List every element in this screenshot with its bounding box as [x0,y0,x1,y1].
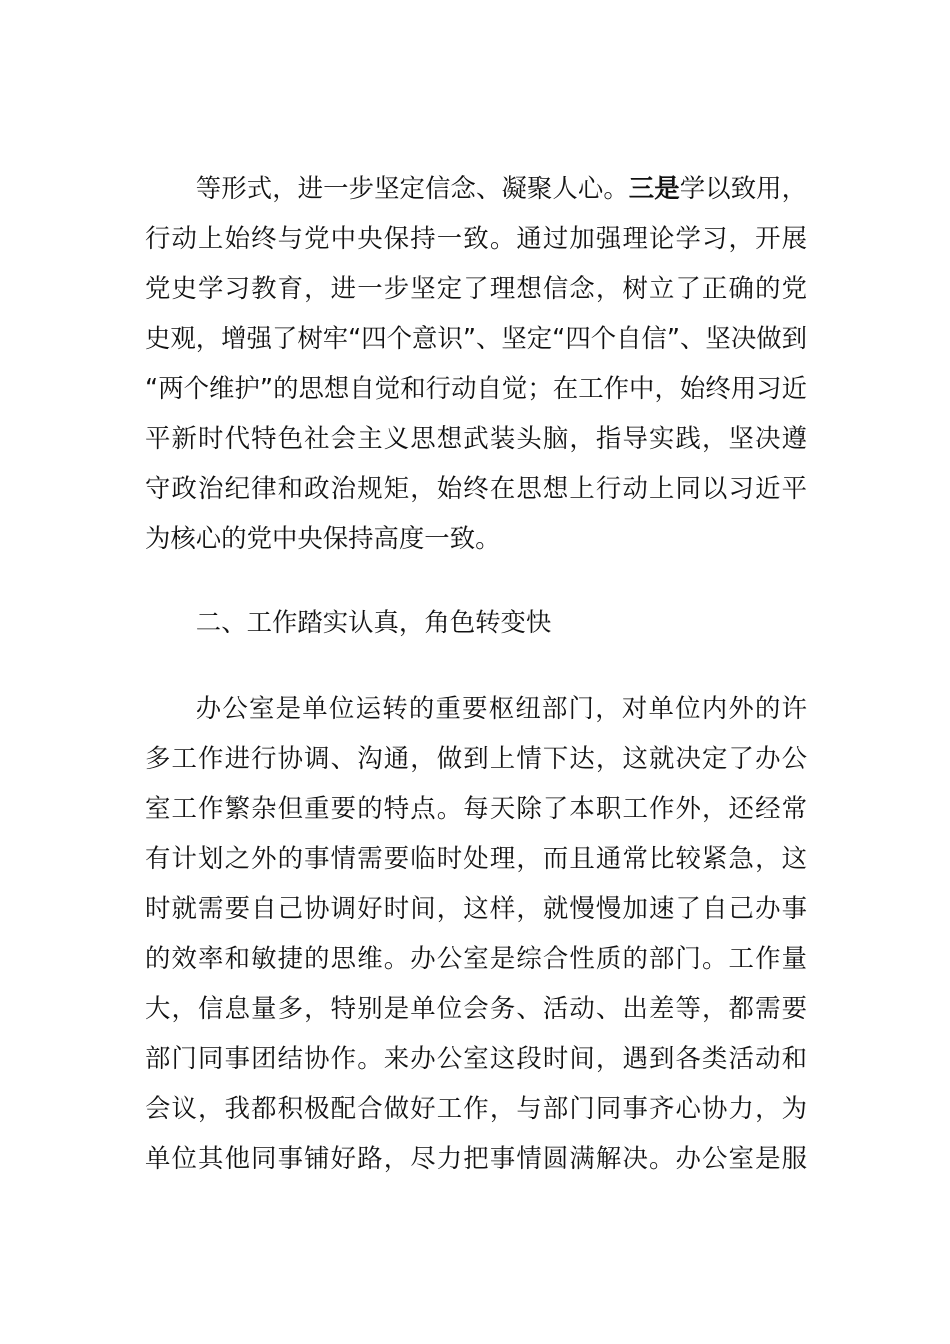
paragraph-2-line-7: 大，信息量多，特别是单位会务、活动、出差等，都需要 [145,993,807,1023]
bold-text-run: 三是 [628,173,680,203]
paragraph-2-line-5: 时就需要自己协调好时间，这样，就慢慢加速了自己办事 [145,893,807,923]
paragraph-1-line-5: “两个维护”的思想自觉和行动自觉；在工作中，始终用习近 [145,373,807,403]
paragraph-1-line-8: 为核心的党中央保持高度一致。 [145,523,501,553]
paragraph-1-line-7: 守政治纪律和政治规矩，始终在思想上行动上同以习近平 [145,473,807,503]
paragraph-1-line-2: 行动上始终与党中央保持一致。通过加强理论学习，开展 [145,223,807,253]
paragraph-2-line-6: 的效率和敏捷的思维。办公室是综合性质的部门。工作量 [145,943,807,973]
paragraph-1-line-3: 党史学习教育，进一步坚定了理想信念，树立了正确的党 [145,273,807,303]
paragraph-2 [145,683,807,1183]
paragraph-1-line-6: 平新时代特色社会主义思想武装头脑，指导实践，坚决遵 [145,423,807,453]
section-heading: 二、工作踏实认真，角色转变快 [195,607,552,637]
paragraph-2-line-4: 有计划之外的事情需要临时处理，而且通常比较紧急，这 [145,843,807,873]
document-page [145,163,807,1183]
paragraph-2-line-9: 会议，我都积极配合做好工作，与部门同事齐心协力，为 [145,1093,807,1123]
text-run: 学以致用， [679,173,808,203]
paragraph-1 [145,163,807,563]
paragraph-2-line-3: 室工作繁杂但重要的特点。每天除了本职工作外，还经常 [145,793,807,823]
paragraph-1-line-4: 史观，增强了树牢“四个意识”、坚定“四个自信”、坚决做到 [145,323,807,353]
paragraph-2-line-1: 办公室是单位运转的重要枢纽部门，对单位内外的许 [195,693,807,723]
paragraph-1-line-1 [145,163,807,213]
text-run: 等形式，进一步坚定信念、凝聚人心。 [195,173,629,203]
paragraph-2-line-10: 单位其他同事铺好路，尽力把事情圆满解决。办公室是服 [145,1143,807,1173]
paragraph-2-line-8: 部门同事团结协作。来办公室这段时间，遇到各类活动和 [145,1043,807,1073]
paragraph-2-line-2: 多工作进行协调、沟通，做到上情下达，这就决定了办公 [145,743,807,773]
